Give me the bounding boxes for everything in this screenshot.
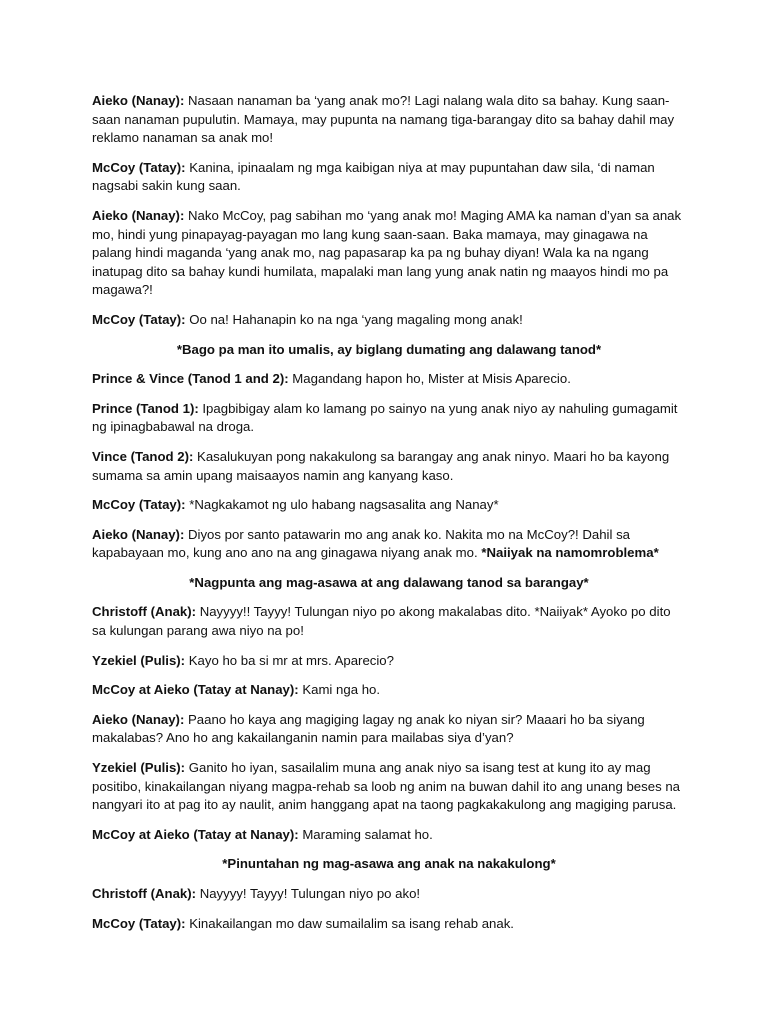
dialogue-line bbox=[92, 826, 686, 845]
dialogue-line bbox=[92, 159, 686, 196]
dialogue-text: Kanina, ipinaalam ng mga kaibigan niya at may pupuntahan daw sila, ‘di naman nagsabi sakin kung saan. bbox=[92, 159, 655, 194]
dialogue-line bbox=[92, 526, 686, 563]
dialogue-text: Magandang hapon ho, Mister at Misis Aparecio. bbox=[288, 371, 571, 387]
dialogue-line bbox=[92, 711, 686, 748]
dialogue-text: Kayo ho ba si mr at mrs. Aparecio? bbox=[185, 652, 394, 668]
speaker-name: Yzekiel (Pulis): bbox=[92, 760, 186, 776]
speaker-name: Aieko (Nanay): bbox=[92, 93, 185, 108]
dialogue-text: Maraming salamat ho. bbox=[298, 826, 433, 842]
dialogue-text: Kasalukuyan pong nakakulong sa barangay ang anak ninyo. Maari ho ba kayong sumama sa amin upang maisaayos namin ang kanyang kaso. bbox=[92, 448, 670, 483]
speaker-name: McCoy (Tatay): bbox=[92, 311, 186, 327]
speaker-name: Yzekiel (Pulis): bbox=[92, 652, 186, 668]
speaker-name: Prince (Tanod 1): bbox=[92, 400, 199, 416]
stage-direction: *Pinuntahan ng mag-asawa ang anak na nakakulong* bbox=[222, 856, 556, 872]
dialogue-text: *Nagkakamot ng ulo habang nagsasalita ang Nanay* bbox=[185, 497, 499, 513]
dialogue-line bbox=[92, 400, 686, 437]
dialogue-line bbox=[92, 885, 686, 904]
dialogue-text: Kinakailangan mo daw sumailalim sa isang rehab anak. bbox=[185, 915, 514, 931]
dialogue-line bbox=[92, 915, 686, 934]
dialogue-line bbox=[92, 681, 686, 700]
speaker-name: Christoff (Anak): bbox=[92, 604, 197, 620]
dialogue-line bbox=[92, 603, 686, 640]
dialogue-line bbox=[92, 92, 686, 148]
dialogue-line bbox=[92, 496, 686, 515]
dialogue-text: Oo na! Hahanapin ko na nga ‘yang magaling mong anak! bbox=[185, 311, 523, 327]
speaker-name: McCoy at Aieko (Tatay at Nanay): bbox=[92, 826, 299, 842]
speaker-name: McCoy (Tatay): bbox=[92, 159, 186, 175]
speaker-name: Aieko (Nanay): bbox=[92, 526, 185, 542]
dialogue-text: Ipagbibigay alam ko lamang po sainyo na yung anak niyo ay nahuling gumagamit ng ipinagbabawal na droga. bbox=[92, 400, 678, 435]
inline-stage-direction: *Naiiyak na namomroblema* bbox=[481, 545, 659, 561]
dialogue-line bbox=[92, 207, 686, 300]
dialogue-text: Kami nga ho. bbox=[298, 682, 381, 698]
stage-direction: *Nagpunta ang mag-asawa at ang dalawang tanod sa barangay* bbox=[189, 574, 589, 590]
speaker-name: McCoy at Aieko (Tatay at Nanay): bbox=[92, 682, 299, 698]
dialogue-text: Diyos por santo patawarin mo ang anak ko. Nakita mo na McCoy?! Dahil sa kapabayaan mo, kung ano ano na ang ginagawa niyang anak mo. bbox=[92, 526, 631, 561]
speaker-name: Aieko (Nanay): bbox=[92, 207, 185, 223]
dialogue-line bbox=[92, 759, 686, 815]
dialogue-line bbox=[92, 448, 686, 485]
dialogue-line bbox=[92, 652, 686, 671]
speaker-name: Christoff (Anak): bbox=[92, 886, 197, 901]
speaker-name: McCoy (Tatay): bbox=[92, 497, 186, 513]
speaker-name: Prince & Vince (Tanod 1 and 2): bbox=[92, 371, 289, 387]
speaker-name: McCoy (Tatay): bbox=[92, 915, 186, 931]
dialogue-line bbox=[92, 370, 686, 389]
dialogue-text: Paano ho kaya ang magiging lagay ng anak ko niyan sir? Maaari ho ba siyang makalabas? Ano ho ang kakailanganin namin para mailabas siya d’yan? bbox=[92, 711, 645, 746]
dialogue-text: Nasaan nanaman ba ‘yang anak mo?! Lagi nalang wala dito sa bahay. Kung saan-saan nanaman pupulutin. Mamaya, may pupunta na namang tiga-barangay dito sa bahay dahil may reklamo nanaman sa anak mo! bbox=[92, 93, 675, 146]
dialogue-text: Nayyyy! Tayyy! Tulungan niyo po ako! bbox=[196, 886, 421, 901]
stage-direction: *Bago pa man ito umalis, ay biglang dumating ang dalawang tanod* bbox=[176, 341, 602, 357]
speaker-name: Vince (Tanod 2): bbox=[92, 448, 194, 464]
dialogue-text: Nayyyy!! Tayyy! Tulungan niyo po akong makalabas dito. *Naiiyak* Ayoko po dito sa kulungan parang awa niyo na po! bbox=[92, 604, 671, 639]
speaker-name: Aieko (Nanay): bbox=[92, 711, 185, 727]
dialogue-line bbox=[92, 311, 686, 330]
dialogue-text: Ganito ho iyan, sasailalim muna ang anak niyo sa isang test at kung ito ay mag positibo, kinakailangan niyang magpa-rehab sa loob ng anim na buwan dahil ito ang unang beses na nangyari ito at pag ito ay naulit, anim hanggang apat na taong pagkakakulong ang magiging parusa. bbox=[92, 760, 680, 813]
dialogue-text: Nako McCoy, pag sabihan mo ‘yang anak mo! Maging AMA ka naman d’yan sa anak mo, hindi yung pinapayag-payagan mo lang kung saan-saan. Baka mamaya, may ginagawa na palang hindi maganda ‘yang anak mo, nag papasarap ka pa ng buhay diyan! Wala ka na ngang inatupag dito sa bahay kundi humilata, mapalaki man lang yung anak natin ng maayos hindi mo pa magawa?! bbox=[92, 207, 682, 298]
